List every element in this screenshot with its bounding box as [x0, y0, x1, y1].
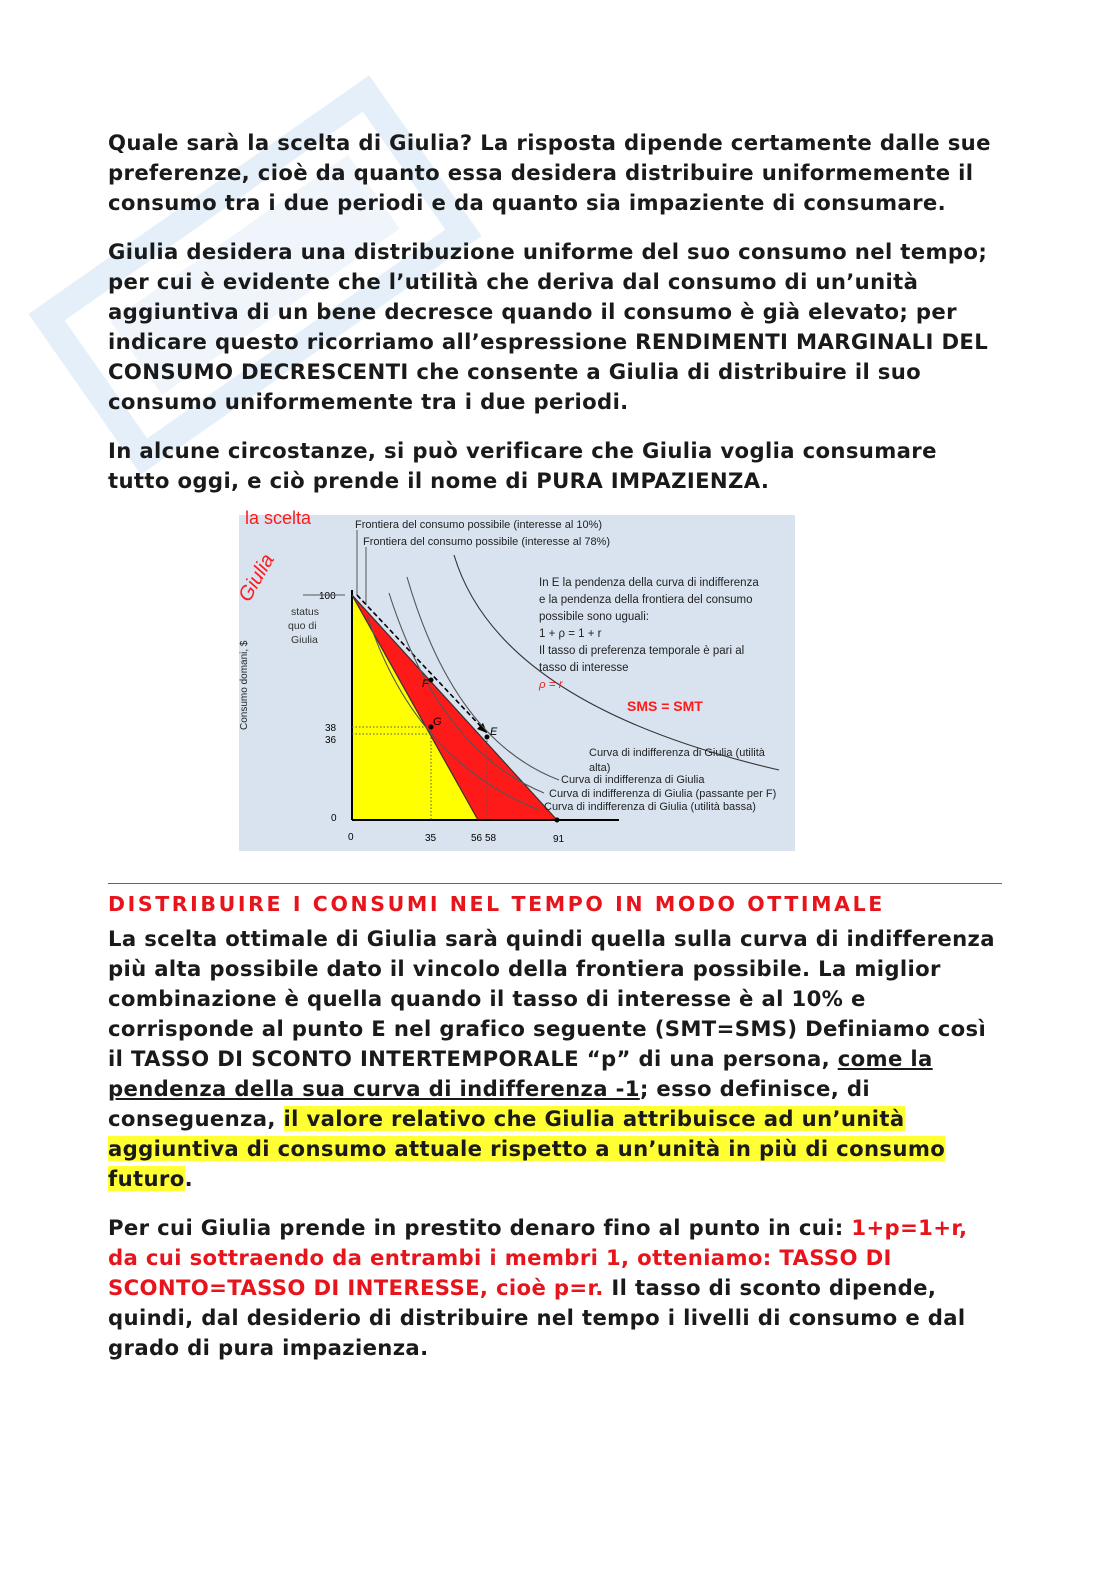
- paragraph-2: Giulia desidera una distribuzione uniforme del suo consumo nel tempo; per cui è evidente che l’utilità che deriva dal consumo di un’unità aggiuntiva di un bene decresce quando il consumo è già elevato; per indicare questo ricorriamo all’espressione RENDIMENTI MARGINALI DEL CONSUMO DECRESCENTI che consente a Giulia di distribuire il suo consumo uniformemente tra i due periodi.: [108, 239, 989, 414]
- curve-label-e: Curva di indifferenza di Giulia: [561, 774, 705, 786]
- p4-highlight: il valore relativo che Giulia attribuisce ad un’unità aggiuntiva di consumo attuale rispetto a un’unità in più di consumo futuro: [108, 1106, 946, 1191]
- point-f: F: [422, 678, 429, 690]
- document-body: [108, 128, 1003, 1382]
- x-tick-0: 0: [348, 832, 354, 843]
- intertemporal-choice-figure: [234, 508, 795, 851]
- annotation-line-7: ρ = r: [539, 679, 563, 691]
- annotation-line-2: e la pendenza della frontiera del consumo: [539, 594, 753, 606]
- frontier-10-label: Frontiera del consumo possibile (interesse al 10%): [355, 519, 603, 531]
- y-tick-36: 36: [325, 735, 337, 746]
- point-f-marker: [429, 678, 434, 683]
- p5-red: 1+p=1+r, da cui sottraendo da entrambi i membri 1, otteniamo: TASSO DI SCONTO=TASSO DI INTERESSE, cioè p=r.: [108, 1215, 968, 1300]
- point-91-marker: [555, 818, 560, 823]
- curve-label-f: Curva di indifferenza di Giulia (passante per F): [549, 788, 777, 800]
- x-tick-91: 91: [553, 834, 565, 845]
- annotation-line-6: tasso di interesse: [539, 662, 629, 674]
- frontier-78-label: Frontiera del consumo possibile (interesse al 78%): [363, 536, 611, 548]
- p5-text-a: Per cui Giulia prende in prestito denaro fino al punto in cui:: [108, 1215, 852, 1240]
- point-g: G: [433, 716, 442, 728]
- status-quo-3: Giulia: [291, 634, 318, 646]
- x-tick-58: 58: [485, 833, 497, 844]
- y-tick-0: 0: [331, 813, 337, 824]
- p4-underlined: come la pendenza della sua curva di indifferenza -1: [108, 1046, 933, 1101]
- annotation-line-4: 1 + ρ = 1 + r: [539, 628, 602, 640]
- curve-label-low: Curva di indifferenza di Giulia (utilità bassa): [544, 801, 756, 813]
- y-axis-label: Consumo domani, $: [239, 640, 250, 730]
- paragraph-4: [108, 924, 1003, 1194]
- point-e: E: [490, 726, 498, 738]
- curve-label-high-2: alta): [589, 762, 611, 774]
- section-heading: DISTRIBUIRE I CONSUMI NEL TEMPO IN MODO OTTIMALE: [108, 892, 885, 916]
- p5-text-c: Il tasso di sconto dipende, quindi, dal desiderio di distribuire nel tempo i livelli di consumo e dal grado di pura impazienza.: [108, 1275, 966, 1360]
- status-quo-1: status: [291, 606, 320, 618]
- y-tick-38: 38: [325, 723, 337, 734]
- p4-text-e: .: [184, 1166, 194, 1191]
- x-tick-35: 35: [425, 833, 437, 844]
- annotation-line-5: Il tasso di preferenza temporale è pari al: [539, 645, 745, 657]
- paragraph-5: [108, 1213, 1003, 1363]
- y-tick-100: 100: [319, 591, 336, 602]
- p4-text-c: ; esso definisce, di conseguenza,: [108, 1076, 870, 1131]
- section-divider: [108, 883, 1002, 884]
- curve-label-high: Curva di indifferenza di Giulia (utilità: [589, 747, 765, 759]
- annotation-line-3: possibile sono uguali:: [539, 611, 649, 623]
- x-tick-56: 56: [471, 833, 483, 844]
- corner-name: Giulia: [234, 550, 279, 606]
- annotation-line-1: In E la pendenza della curva di indifferenza: [539, 577, 759, 589]
- paragraph-3: In alcune circostanze, si può verificare che Giulia voglia consumare tutto oggi, e ciò prende il nome di PURA IMPAZIENZA.: [108, 438, 937, 493]
- paragraph-1: Quale sarà la scelta di Giulia? La risposta dipende certamente dalle sue preferenze, cioè da quanto essa desidera distribuire uniformemente il consumo tra i due periodi e da quanto sia impaziente di consumare.: [108, 130, 991, 215]
- status-quo-2: quo di: [288, 620, 317, 632]
- p4-text-a: La scelta ottimale di Giulia sarà quindi quella sulla curva di indifferenza più alta possibile dato il vincolo della frontiera possibile. La miglior combinazione è quella quando il tasso di interesse è al 10% e corrisponde al punto E nel grafico seguente (SMT=SMS) Definiamo così il TASSO DI SCONTO INTERTEMPORALE “p” di una persona,: [108, 926, 995, 1071]
- point-e-marker: [485, 735, 490, 740]
- corner-title: la scelta: [245, 508, 312, 528]
- equality-label: SMS = SMT: [627, 698, 703, 714]
